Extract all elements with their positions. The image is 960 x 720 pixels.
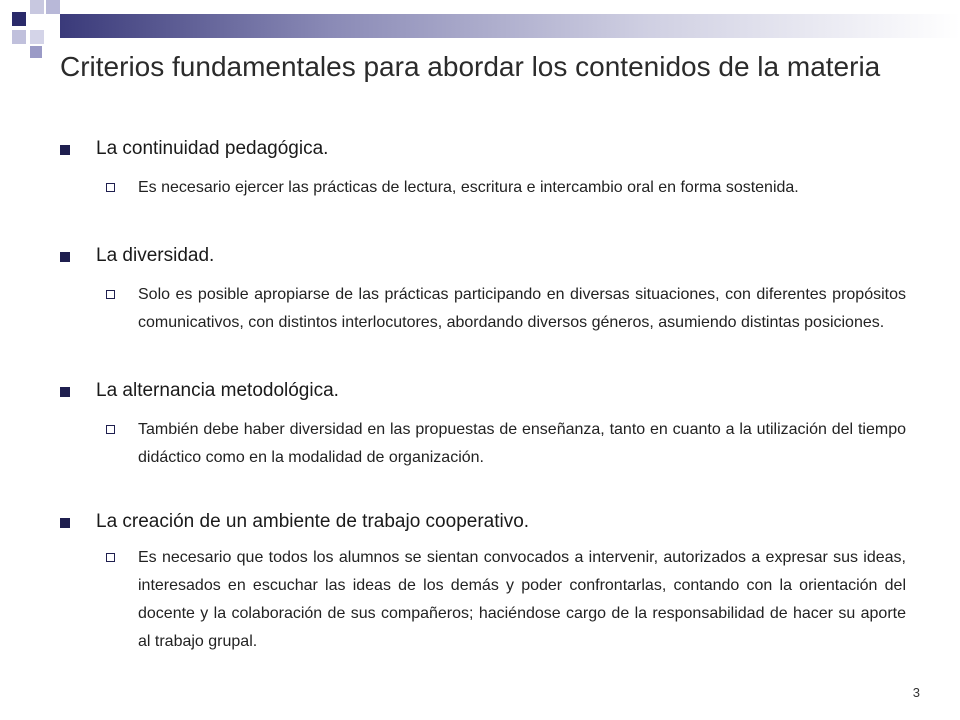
sub-bullet-item: Es necesario ejercer las prácticas de lectura, escritura e intercambio oral en forma sostenida.: [138, 174, 906, 202]
bullet-item: La creación de un ambiente de trabajo cooperativo.: [96, 509, 936, 535]
slide-title: Criterios fundamentales para abordar los contenidos de la materia: [60, 51, 881, 82]
decor-square-mid: [30, 46, 42, 58]
decor-square-light: [30, 30, 44, 44]
header-gradient-bar: [60, 14, 960, 38]
decor-square-dark: [12, 12, 26, 26]
sub-bullet-item: Solo es posible apropiarse de las prácticas participando en diversas situaciones, con diferentes propósitos comunicativos, con distintos interlocutores, abordando diversos géneros, asumiendo distintas posiciones.: [138, 281, 906, 337]
decor-square-light: [46, 0, 60, 14]
bullet-item: La alternancia metodológica.: [96, 378, 936, 404]
page-number: 3: [912, 685, 920, 700]
sub-bullet-item: Es necesario que todos los alumnos se sientan convocados a intervenir, autorizados a expresar sus ideas, interesados en escuchar las ideas de los demás y poder confrontarlas, contando con la orientación del docente y la colaboración de sus compañeros; haciéndose cargo de la responsabilidad de hacer su aporte al trabajo grupal.: [138, 544, 906, 656]
bullet-item: La continuidad pedagógica.: [96, 136, 936, 162]
decor-square-light: [30, 0, 44, 14]
bullet-item: La diversidad.: [96, 243, 936, 269]
sub-bullet-item: También debe haber diversidad en las propuestas de enseñanza, tanto en cuanto a la utilización del tiempo didáctico como en la modalidad de organización.: [138, 416, 906, 472]
decor-square-light: [12, 30, 26, 44]
